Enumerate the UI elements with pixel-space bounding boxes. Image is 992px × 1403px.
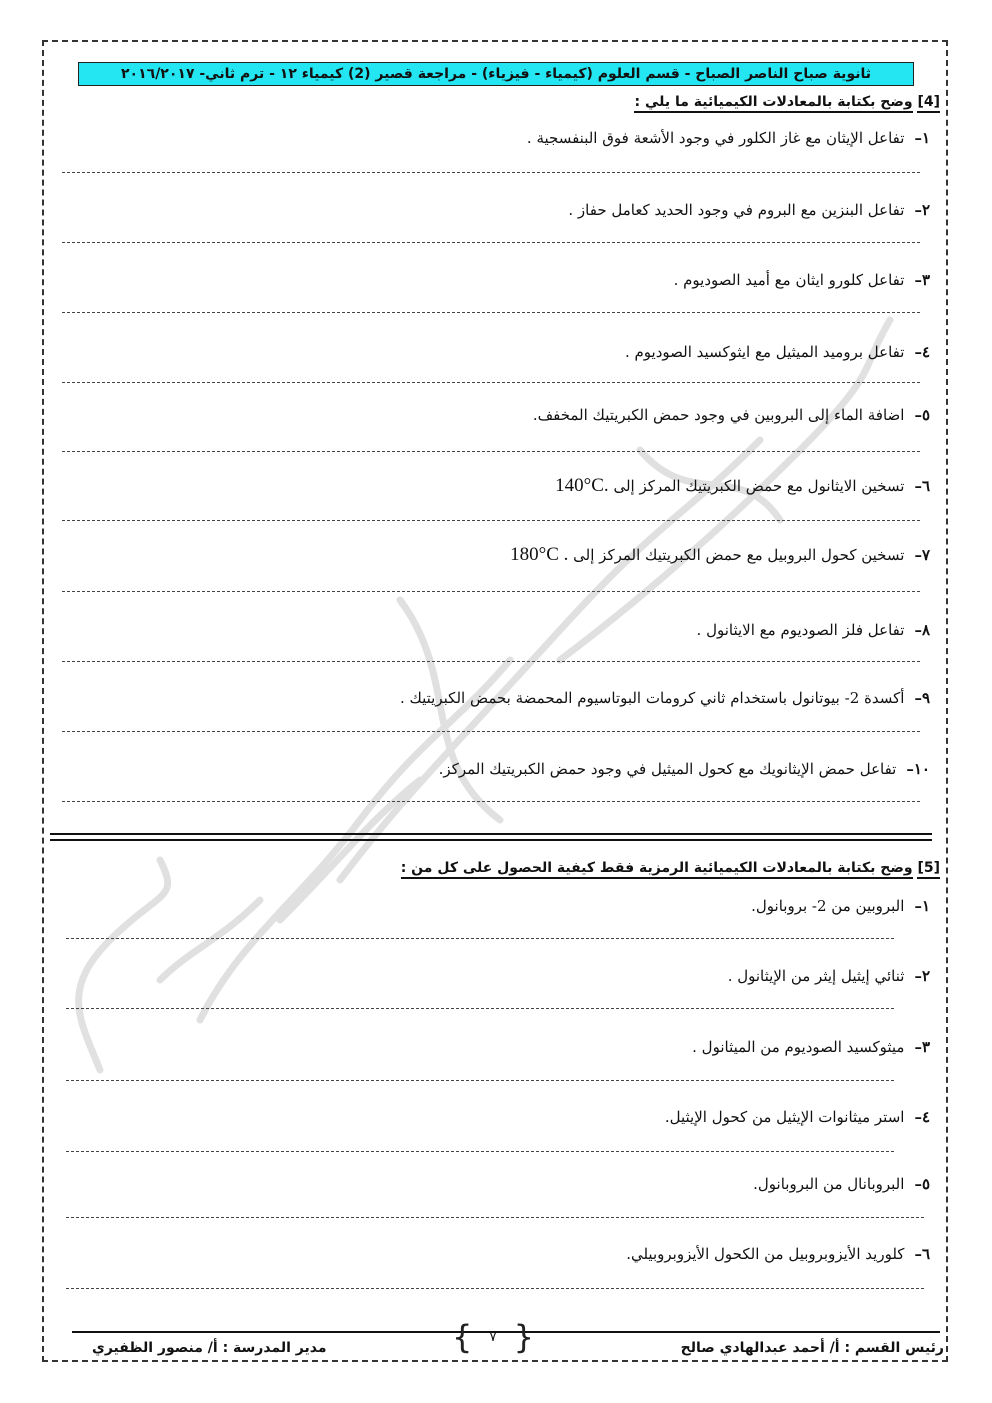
answer-line (66, 1008, 894, 1009)
section-5-heading: وضح بكتابة بالمعادلات الكيميائية الرمزية فقط كيفية الحصول على كل من : (401, 860, 913, 879)
right-brace-icon: } (513, 1318, 534, 1356)
question-5-6: ٦–كلوريد الأيزوبروبيل من الكحول الأيزوبروبيلي. (626, 1245, 930, 1263)
question-4-8: ٨–تفاعل فلز الصوديوم مع الايثانول . (696, 621, 930, 639)
answer-line (66, 1217, 924, 1218)
answer-line (66, 1151, 894, 1152)
question-5-4: ٤–استر ميثانوات الإيثيل من كحول الإيثيل. (664, 1108, 930, 1126)
question-5-3: ٣–ميثوكسيد الصوديوم من الميثانول . (692, 1038, 930, 1056)
question-5-2: ٢–ثنائي إيثيل إيثر من الإيثانول . (727, 967, 930, 985)
page-number-value: ٧ (489, 1329, 497, 1345)
section-4-title (634, 94, 940, 110)
temperature-value: 140°C. (555, 475, 609, 496)
school-principal: مدير المدرسة : أ/ منصور الظفيري (92, 1340, 327, 1356)
answer-line (62, 731, 920, 732)
question-5-5: ٥–البروبانال من البروبانول. (753, 1175, 930, 1193)
head-of-department: رئيس القسم : أ/ أحمد عبدالهادي صالح (680, 1340, 944, 1356)
question-4-5: ٥–اضافة الماء إلى البروبين في وجود حمض الكبريتيك المخفف. (532, 406, 930, 424)
answer-line (62, 801, 920, 802)
answer-line (66, 1288, 924, 1289)
question-4-2: ٢–تفاعل البنزين مع البروم في وجود الحديد كعامل حفاز . (568, 201, 930, 219)
answer-line (66, 938, 894, 939)
section-5-number: [5] (917, 860, 940, 879)
answer-line (62, 172, 920, 173)
section-5-title (401, 860, 940, 876)
left-brace-icon: { (452, 1318, 473, 1356)
section-divider (50, 833, 932, 841)
temperature-value: 180°C . (510, 544, 569, 565)
answer-line (62, 451, 920, 452)
header-text: ثانوية صباح الناصر الصباح - قسم العلوم (كيمياء - فيزياء) - مراجعة قصير (2) كيمياء ١٢ - ترم ثاني- ٢٠١٦/٢٠١٧ (121, 66, 871, 82)
answer-line (62, 312, 920, 313)
question-4-10: ١٠–تفاعل حمض الإيثانويك مع كحول الميثيل في وجود حمض الكبريتيك المركز. (438, 760, 930, 778)
question-4-1: ١–تفاعل الإيثان مع غاز الكلور في وجود الأشعة فوق البنفسجية . (526, 129, 930, 147)
question-4-4: ٤–تفاعل بروميد الميثيل مع ايثوكسيد الصوديوم . (624, 343, 930, 361)
answer-line (66, 1080, 894, 1081)
answer-line (62, 382, 920, 383)
question-4-3: ٣–تفاعل كلورو ايثان مع أميد الصوديوم . (673, 271, 930, 289)
answer-line (62, 591, 920, 592)
answer-line (62, 661, 920, 662)
answer-line (62, 520, 920, 521)
answer-line (62, 242, 920, 243)
page-number (452, 1318, 534, 1356)
question-5-1: ١–البروبين من 2- بروبانول. (751, 897, 930, 915)
page-header (78, 62, 914, 86)
section-4-number: [4] (917, 94, 940, 113)
section-4-heading: وضح بكتابة بالمعادلات الكيميائية ما يلي : (634, 94, 912, 113)
question-4-7: ٧–تسخين كحول البروبيل مع حمض الكبريتيك المركز إلى 180°C . (510, 544, 930, 565)
question-4-6: ٦–تسخين الايثانول مع حمض الكبريتيك المركز إلى 140°C. (555, 475, 930, 496)
question-4-9: ٩–أكسدة 2- بيوتانول باستخدام ثاني كرومات البوتاسيوم المحمضة بحمض الكبريتيك . (399, 689, 930, 707)
